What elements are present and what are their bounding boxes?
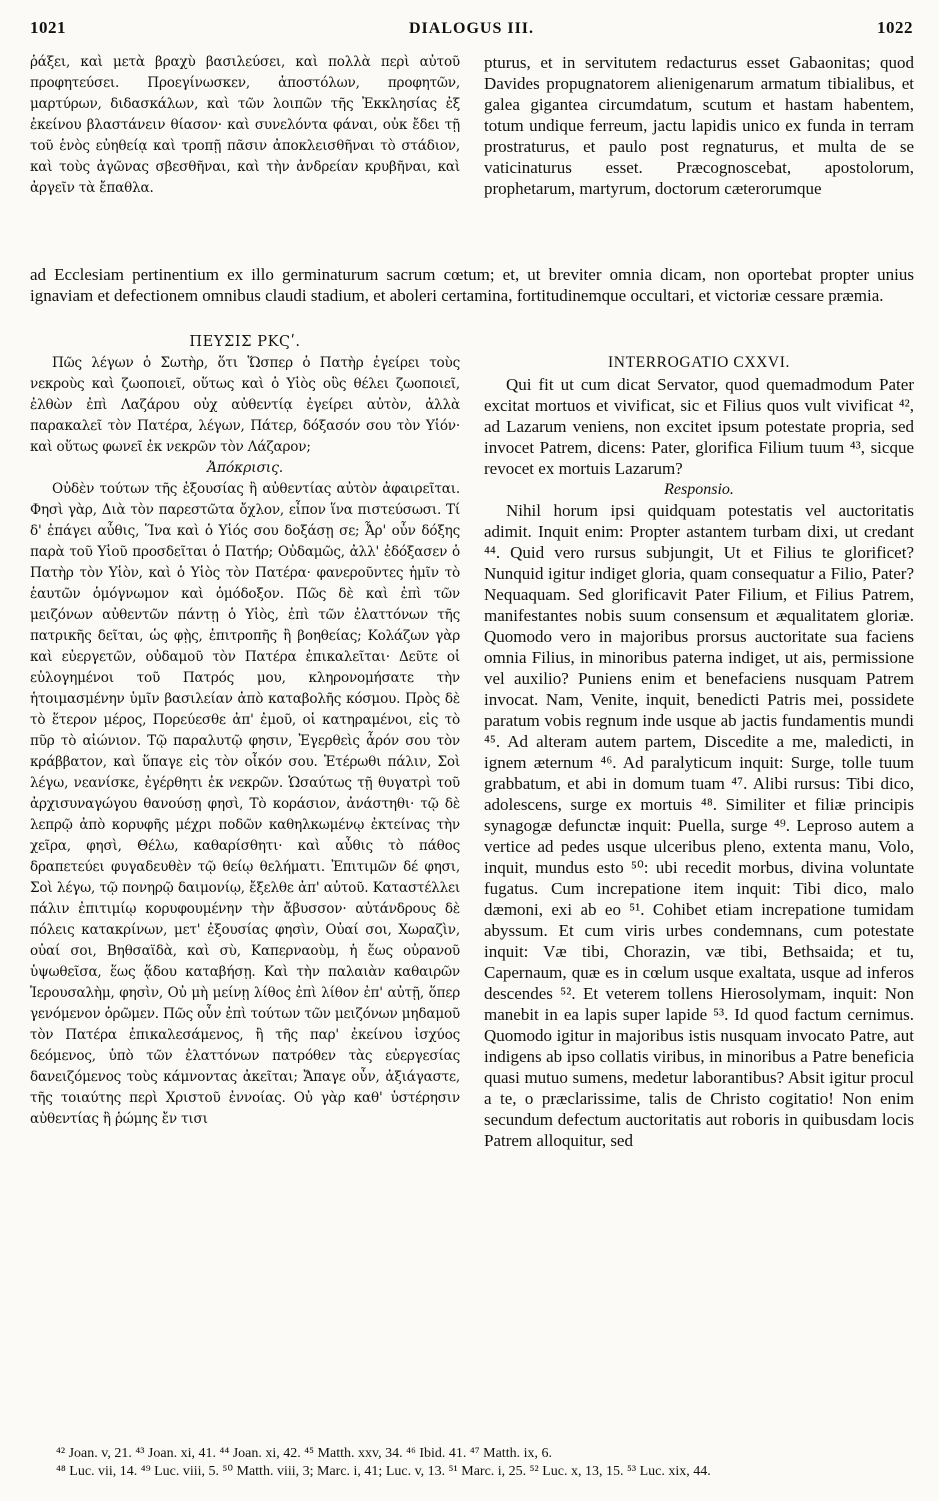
latin-response-text: Nihil horum ipsi quidquam potestatis vel auctoritatis adimit. Inquit enim: Propter astantem turbam dixi, ut credant ⁴⁴. Quid vero rursus subjungit, Ut et Filius te glorificet? Nunquid igitur indiget gloria, quam consequatur a Filio, Pater? Nequaquam. Sed glorificavit Pater Filium, et Filius Patrem, manifestantes nobis suum consensum et æqualitatem gloriæ. Quomodo vero in majoribus prorsus auctoritate sua faciens omnia Filius, in minoribus paterna indiget, ut ais, permissione vel auxilio? Puniens enim et benefaciens nusquam Patrem invocat. Nam, Venite, inquit, benedicti Patris mei, possidete paratum vobis regnum inde usque ab jactis fundamentis mundi ⁴⁵. Ad alteram autem partem, Discedite a me, maledicti, in ignem æternum ⁴⁶. Ad paralyticum inquit: Surge, tolle tuum grabbatum, et abi in domum tuam ⁴⁷. Alibi rursus: Tibi dico, adolescens, surge ex mortuis ⁴⁸. Similiter et filiæ principis synagogæ defunctæ inquit: Puella, surge ⁴⁹. Leproso autem a vertice ad pedes usque ulceribus pleno, extenta manu, Volo, inquit, mundus esto ⁵⁰: ubi recedit morbus, divina voluntate fugatus. Cum increpatione item inquit: Tibi dico, malo dæmoni, exi ab eo ⁵¹. Cohibet etiam increpatione tumidam abyssum. Et cum viris urbes condemnans, cum potestate inquit: Væ tibi, Chorazin, væ tibi, Bethsaida; et tu, Capernaum, quæ es in cœlum usque exaltata, usque ad inferos descendes ⁵². Et veterem tollens Hierosolymam, inquit: Non manebit in ea lapis super lapide ⁵³. Id quod factum cernimus. Quomodo igitur in majoribus istis nusquam invocato Patre, aut indigens ab ipso collatis viribus, in minoribus a Patre beneficia quasi mutuo sumens, medetur laborantibus? Absit igitur procul a te, o præclarissime, talis de Christo cogitatio! Non enim secundum defectum auctoritatis aut roboris in quibusdam locis Patrem alloquitur, sed xyxy=(484,501,914,1150)
latin-question-text: Qui fit ut cum dicat Servator, quod quemadmodum Pater excitat mortuos et vivificat, sic et Filius quos vult vivificat ⁴², ad Lazarum veniens, non excitet ipsum potestate propria, sed invocet Patrem, dicens: Pater, glorifica Filium tuum ⁴³, sicque revocet ex mortuis Lazarum? xyxy=(484,375,914,478)
running-header xyxy=(30,18,913,52)
column-right-top xyxy=(484,52,914,199)
latin-paragraph-continuation: pturus, et in servitutem redacturus esset Gabaonitas; quod Davides propugnatorem alienigenarum armatum tibialibus, et galea gigantea circumdatum, scutum et hastam habentem, totum undique ferreum, jactu lapidis unico ex funda in terram prostraturus, et paulo post regnaturus, et multa de se vaticinaturus esset. Præcognoscebat, apostolorum, prophetarum, martyrum, doctorum cæterorumque xyxy=(484,53,914,198)
footnote-line: ⁴⁸ Luc. vii, 14. ⁴⁹ Luc. viii, 5. ⁵⁰ Matth. viii, 3; Marc. i, 41; Luc. v, 13. ⁵¹ Marc. i, 25. ⁵² Luc. x, 13, 15. ⁵³ Luc. xix, 44. xyxy=(56,1464,711,1479)
running-title: DIALOGUS III. xyxy=(408,20,535,37)
footnotes xyxy=(56,1445,916,1481)
page-number-left: 1021 xyxy=(30,18,66,37)
page-number-right: 1022 xyxy=(877,18,913,37)
greek-question-text: Πῶς λέγων ὁ Σωτὴρ, ὅτι Ὥσπερ ὁ Πατὴρ ἐγείρει τοὺς νεκροὺς καὶ ζωοποιεῖ, οὕτως καὶ ὁ Υἱὸς οὓς θέλει ζωοποιεῖ, ἐλθὼν ἐπὶ Λαζάρου οὐχ αὐθεντίᾳ ἐγείρει αὐτὸν, ἀλλὰ παρακαλεῖ τὸν Πατέρα, λέγων, Πάτερ, δόξασόν σου τὸν Υἱόν· καὶ οὕτως φωνεῖ ἐκ νεκρῶν τὸν Λάζαρον; xyxy=(30,355,460,455)
latin-spanning-paragraph: ad Ecclesiam pertinentium ex illo germinaturum sacrum cœtum; et, ut breviter omnia dicam, non oportebat propter unius ignaviam et defectionem omnibus claudi stadium, et aboleri certamina, fortitudinemque occultari, et victoriæ cessare præmia. xyxy=(30,265,914,305)
column-right-section xyxy=(484,348,914,1151)
greek-question-heading: ΠΕΥΣΙΣ ΡΚϚʹ. xyxy=(189,334,301,350)
footnote-line: ⁴² Joan. v, 21. ⁴³ Joan. xi, 41. ⁴⁴ Joan. xi, 42. ⁴⁵ Matth. xxv, 34. ⁴⁶ Ibid. 41. ⁴⁷ Matth. ix, 6. xyxy=(56,1446,552,1461)
greek-response-text: Οὐδὲν τούτων τῆς ἐξουσίας ἢ αὐθεντίας αὐτὸν ἀφαιρεῖται. Φησὶ γὰρ, Διὰ τὸν παρεστῶτα ὄχλον, εἶπον ἵνα πιστεύσωσι. Τί δ' ἐπάγει αὖθις, Ἵνα καὶ ὁ Υἱός σου δοξάσῃ σε; Ἆρ' οὖν δόξης παρὰ τοῦ Υἱοῦ προσδεῖται ὁ Πατήρ; Οὐδαμῶς, ἀλλ' ἐδόξασεν ὁ Πατὴρ τὸν Υἱὸν, καὶ ὁ Υἱὸς τὸν Πατέρα· φανεροῦντες ἡμῖν τὸ ἑαυτῶν ὁμόγνωμον καὶ ὁμόδοξον. Πῶς δὲ καὶ ἐπὶ τῶν μειζόνων αὐθεντῶν πάντῃ ὁ Υἱὸς, ἐπὶ τῶν ἐλαττόνων τῆς πατρικῆς δεῖται, ὡς φῂς, ἐπιτροπῆς ἢ βοηθείας; Κολάζων γὰρ καὶ εὐεργετῶν, οὐδαμοῦ τὸν Πατέρα ἐπικαλεῖται· Δεῦτε οἱ εὐλογημένοι τοῦ Πατρός μου, κληρονομήσατε τὴν ἡτοιμασμένην ὑμῖν βασιλείαν ἀπὸ καταβολῆς κόσμου. Πρὸς δὲ τὸ ἕτερον μέρος, Πορεύεσθε ἀπ' ἐμοῦ, οἱ κατηραμένοι, εἰς τὸ πῦρ τὸ αἰώνιον. Τῷ παραλυτῷ φησιν, Ἐγερθεὶς ἆρόν σου τὸν κράββατον, καὶ ὕπαγε εἰς τὸν οἶκόν σου. Ἑτέρωθι πάλιν, Σοὶ λέγω, νεανίσκε, ἐγέρθητι ἐκ νεκρῶν. Ὡσαύτως τῇ θυγατρὶ τοῦ ἀρχισυναγώγου θανούσῃ φησὶ, Τὸ κοράσιον, ἀνάστηθι· τῷ δὲ λεπρῷ ἀπὸ κορυφῆς μέχρι ποδῶν καθηλκωμένῳ ἐκτείνας τὴν χεῖρα, φησὶ, Θέλω, καθαρίσθητι· καὶ αὖθις τὸ πάθος δραπετεύει φυγαδευθὲν τῷ θείῳ θελήματι. Ἐπιτιμῶν δέ φησι, Σοὶ λέγω, τῷ πονηρῷ δαιμονίῳ, ἔξελθε ἀπ' αὐτοῦ. Καταστέλλει πάλιν ἐπιτιμίῳ κορυφουμένην τὴν ἄβυσσον· αὐτάνδρους δὲ πόλεις κατακρίνων, μετ' ἐξουσίας φησὶν, Οὐαί σοι, Χωραζὶν, οὐαί σοι, Βηθσαϊδὰ, καὶ σὺ, Καπερναοὺμ, ἡ ἕως οὐρανοῦ ὑψωθεῖσα, ἕως ᾅδου καταβήσῃ. Καὶ τὴν παλαιὰν καθαιρῶν Ἱερουσαλὴμ, φησὶν, Οὐ μὴ μείνῃ λίθος ἐπὶ λίθον ἐπ' αὐτῇ, ὅπερ γενόμενον ὁρῶμεν. Πῶς οὖν ἐπὶ τούτων τῶν μειζόνων μηδαμοῦ τὸν Πατέρα ἐπικαλεσάμενος, ἢ τῆς παρ' ἐκείνου ἰσχύος δεόμενος, ὑπὸ τῶν ἐλαττόνων πατρόθεν τὰς εὐεργεσίας δανειζόμενος τοὺς κάμνοντας ἀκεῖται; Ἄπαγε οὖν, ἀξιάγαστε, τῆς τοιαύτης περὶ Χριστοῦ ἐννοίας. Οὐ γὰρ καθ' ὑστέρησιν αὐθεντίας ἢ ῥώμης ἔν τισι xyxy=(30,481,460,1127)
latin-question-heading: INTERROGATIO CXXVI. xyxy=(608,354,790,371)
column-left-top xyxy=(30,52,460,199)
column-left-section xyxy=(30,332,460,1130)
spanning-paragraph-block xyxy=(30,264,914,306)
latin-response-label: Responsio. xyxy=(664,481,734,498)
greek-response-label: Ἀπόκρισις. xyxy=(207,460,283,476)
greek-paragraph-continuation: ῥάξει, καὶ μετὰ βραχὺ βασιλεύσει, καὶ πολλὰ περὶ αὐτοῦ προφητεύσει. Προεγίνωσκεν, ἀποστόλων, προφητῶν, μαρτύρων, διδασκάλων, καὶ τῶν λοιπῶν τῆς Ἐκκλησίας ἐξ ἐκείνου βλαστάνειν θίασον· καὶ συνελόντα φάναι, οὐκ ἔδει τῇ τοῦ ἑνὸς εὐηθείᾳ καὶ τροπῇ πᾶσιν ἀποκλεισθῆναι τὸ στάδιον, καὶ τοὺς ἀγῶνας σβεσθῆναι, καὶ τὴν ἀνδρείαν κρυβῆναι, καὶ ἀργεῖν τὰ ἔπαθλα. xyxy=(30,54,460,196)
